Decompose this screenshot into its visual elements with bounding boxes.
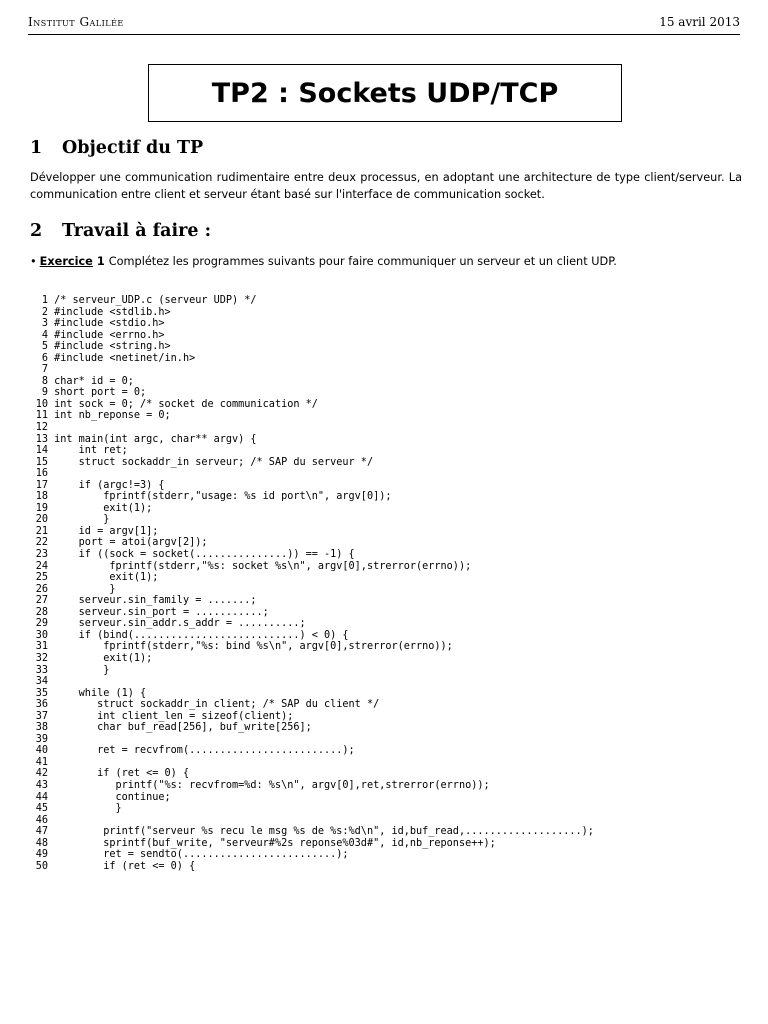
line-number: 13 bbox=[35, 433, 48, 445]
code-line bbox=[32, 768, 594, 780]
code-line bbox=[32, 422, 594, 434]
header-institution: Institut Galilée bbox=[28, 15, 124, 29]
code-text: } bbox=[54, 514, 110, 526]
code-text: fprintf(stderr,"usage: %s id port\n", argv[0]); bbox=[54, 491, 392, 503]
line-number: 48 bbox=[35, 837, 48, 849]
code-text: int ret; bbox=[54, 445, 128, 457]
line-number: 2 bbox=[41, 306, 48, 318]
code-line bbox=[32, 849, 594, 861]
code-line bbox=[32, 399, 594, 411]
code-line bbox=[32, 676, 594, 688]
code-line bbox=[32, 480, 594, 492]
line-number: 39 bbox=[35, 733, 48, 745]
code-line bbox=[32, 341, 594, 353]
code-text: if (ret <= 0) { bbox=[54, 860, 196, 872]
code-line bbox=[32, 491, 594, 503]
section-heading-objectif bbox=[30, 138, 203, 158]
code-line bbox=[32, 376, 594, 388]
code-line bbox=[32, 815, 594, 827]
code-text: int main(int argc, char** argv) { bbox=[54, 433, 257, 445]
exercise-label: Exercice bbox=[39, 255, 93, 268]
line-number: 6 bbox=[41, 352, 48, 364]
code-text: /* serveur_UDP.c (serveur UDP) */ bbox=[54, 295, 257, 306]
line-number: 32 bbox=[35, 652, 48, 664]
code-text: ret = recvfrom(.........................); bbox=[54, 745, 355, 757]
section-number: 1 bbox=[30, 138, 43, 158]
line-number: 22 bbox=[35, 537, 48, 549]
code-line bbox=[32, 757, 594, 769]
code-line bbox=[32, 630, 594, 642]
code-line bbox=[32, 734, 594, 746]
line-number: 33 bbox=[35, 664, 48, 676]
code-text: struct sockaddr_in serveur; /* SAP du serveur */ bbox=[54, 456, 374, 468]
line-number: 42 bbox=[35, 768, 48, 780]
code-line bbox=[32, 468, 594, 480]
code-text: id = argv[1]; bbox=[54, 525, 159, 537]
section-title: Travail à faire : bbox=[62, 221, 212, 241]
code-line bbox=[32, 722, 594, 734]
line-number: 47 bbox=[35, 826, 48, 838]
code-text: char buf_read[256], buf_write[256]; bbox=[54, 722, 312, 734]
bullet: • bbox=[30, 255, 37, 268]
code-text: ret = sendto(.........................); bbox=[54, 849, 349, 861]
code-text: #include <stdio.h> bbox=[54, 318, 165, 330]
code-text: } bbox=[54, 803, 122, 815]
line-number: 10 bbox=[35, 398, 48, 410]
line-number: 31 bbox=[35, 641, 48, 653]
page-header bbox=[28, 14, 740, 35]
code-line bbox=[32, 526, 594, 538]
line-number: 4 bbox=[41, 329, 48, 341]
line-number: 17 bbox=[35, 479, 48, 491]
header-date: 15 avril 2013 bbox=[659, 15, 740, 29]
line-number: 34 bbox=[35, 676, 48, 688]
code-line bbox=[32, 745, 594, 757]
code-text: char* id = 0; bbox=[54, 375, 134, 387]
exercise-statement bbox=[30, 253, 742, 270]
line-number: 12 bbox=[35, 422, 48, 434]
code-line bbox=[32, 641, 594, 653]
code-line bbox=[32, 503, 594, 515]
page-title: TP2 : Sockets UDP/TCP bbox=[211, 77, 559, 109]
code-text: #include <string.h> bbox=[54, 341, 171, 353]
line-number: 5 bbox=[41, 341, 48, 353]
code-line bbox=[32, 445, 594, 457]
code-text: int nb_reponse = 0; bbox=[54, 410, 171, 422]
line-number: 21 bbox=[35, 525, 48, 537]
code-line bbox=[32, 457, 594, 469]
code-text: if ((sock = socket(...............)) == -1) { bbox=[54, 549, 355, 561]
line-number: 9 bbox=[41, 387, 48, 399]
line-number: 3 bbox=[41, 318, 48, 330]
code-text: exit(1); bbox=[54, 502, 153, 514]
code-text: if (bind(...........................) < 0) { bbox=[54, 629, 349, 641]
code-line bbox=[32, 434, 594, 446]
code-text: fprintf(stderr,"%s: bind %s\n", argv[0],strerror(errno)); bbox=[54, 641, 453, 653]
code-text: int sock = 0; /* socket de communication */ bbox=[54, 398, 318, 410]
line-number: 28 bbox=[35, 606, 48, 618]
exercise-text: Complétez les programmes suivants pour faire communiquer un serveur et un client UDP. bbox=[108, 255, 617, 268]
line-number: 23 bbox=[35, 549, 48, 561]
code-line bbox=[32, 711, 594, 723]
code-text: short port = 0; bbox=[54, 387, 147, 399]
code-line bbox=[32, 537, 594, 549]
code-text: serveur.sin_port = ...........; bbox=[54, 606, 269, 618]
code-text: serveur.sin_addr.s_addr = ..........; bbox=[54, 618, 306, 630]
code-line bbox=[32, 353, 594, 365]
line-number: 15 bbox=[35, 456, 48, 468]
line-number: 24 bbox=[35, 560, 48, 572]
code-text: int client_len = sizeof(client); bbox=[54, 710, 294, 722]
line-number: 29 bbox=[35, 618, 48, 630]
line-number: 14 bbox=[35, 445, 48, 457]
code-line bbox=[32, 618, 594, 630]
code-line bbox=[32, 387, 594, 399]
line-number: 44 bbox=[35, 791, 48, 803]
line-number: 30 bbox=[35, 629, 48, 641]
line-number: 43 bbox=[35, 779, 48, 791]
code-line bbox=[32, 364, 594, 376]
code-text: if (argc!=3) { bbox=[54, 479, 165, 491]
code-line bbox=[32, 826, 594, 838]
line-number: 27 bbox=[35, 595, 48, 607]
code-text: printf("serveur %s recu le msg %s de %s:%d\n", id,buf_read,...................); bbox=[54, 826, 594, 838]
line-number: 20 bbox=[35, 514, 48, 526]
code-text: sprintf(buf_write, "serveur#%2s reponse%03d#", id,nb_reponse++); bbox=[54, 837, 496, 849]
code-text: serveur.sin_family = .......; bbox=[54, 595, 257, 607]
section-heading-travail bbox=[30, 221, 211, 241]
line-number: 11 bbox=[35, 410, 48, 422]
code-line bbox=[32, 307, 594, 319]
line-number: 45 bbox=[35, 803, 48, 815]
code-line bbox=[32, 803, 594, 815]
code-text: exit(1); bbox=[54, 652, 153, 664]
section-number: 2 bbox=[30, 221, 43, 241]
line-number: 40 bbox=[35, 745, 48, 757]
line-number: 25 bbox=[35, 572, 48, 584]
code-text: exit(1); bbox=[54, 572, 159, 584]
code-line bbox=[32, 295, 594, 307]
line-number: 1 bbox=[41, 295, 48, 306]
line-number: 37 bbox=[35, 710, 48, 722]
code-text: continue; bbox=[54, 791, 171, 803]
line-number: 49 bbox=[35, 849, 48, 861]
title-box bbox=[148, 64, 622, 122]
code-line bbox=[32, 688, 594, 700]
code-text: printf("%s: recvfrom=%d: %s\n", argv[0],ret,strerror(errno)); bbox=[54, 779, 490, 791]
code-line bbox=[32, 318, 594, 330]
code-line bbox=[32, 549, 594, 561]
code-line bbox=[32, 607, 594, 619]
line-number: 50 bbox=[35, 860, 48, 872]
code-line bbox=[32, 410, 594, 422]
code-text: #include <netinet/in.h> bbox=[54, 352, 196, 364]
code-line bbox=[32, 861, 594, 873]
line-number: 16 bbox=[35, 468, 48, 480]
line-number: 8 bbox=[41, 375, 48, 387]
code-line bbox=[32, 595, 594, 607]
code-line bbox=[32, 572, 594, 584]
line-number: 36 bbox=[35, 699, 48, 711]
code-line bbox=[32, 653, 594, 665]
code-text: #include <stdlib.h> bbox=[54, 306, 171, 318]
code-line bbox=[32, 665, 594, 677]
code-text: fprintf(stderr,"%s: socket %s\n", argv[0],strerror(errno)); bbox=[54, 560, 472, 572]
code-line bbox=[32, 330, 594, 342]
code-text: #include <errno.h> bbox=[54, 329, 165, 341]
code-line bbox=[32, 584, 594, 596]
code-text: port = atoi(argv[2]); bbox=[54, 537, 208, 549]
line-number: 41 bbox=[35, 756, 48, 768]
line-number: 26 bbox=[35, 583, 48, 595]
line-number: 38 bbox=[35, 722, 48, 734]
code-text: struct sockaddr_in client; /* SAP du client */ bbox=[54, 699, 380, 711]
section-title: Objectif du TP bbox=[62, 138, 204, 158]
line-number: 7 bbox=[41, 364, 48, 376]
line-number: 18 bbox=[35, 491, 48, 503]
code-text: } bbox=[54, 583, 116, 595]
code-line bbox=[32, 780, 594, 792]
code-line bbox=[32, 838, 594, 850]
code-text: } bbox=[54, 664, 110, 676]
code-line bbox=[32, 561, 594, 573]
code-text: if (ret <= 0) { bbox=[54, 768, 190, 780]
line-number: 35 bbox=[35, 687, 48, 699]
line-number: 46 bbox=[35, 814, 48, 826]
objective-paragraph: Développer une communication rudimentaire entre deux processus, en adoptant une architecture de type client/serveur. La communication entre client et serveur étant basé sur l'interface de communication socket. bbox=[30, 171, 742, 201]
code-listing bbox=[32, 295, 594, 872]
code-line bbox=[32, 792, 594, 804]
code-line bbox=[32, 514, 594, 526]
code-text: while (1) { bbox=[54, 687, 147, 699]
line-number: 19 bbox=[35, 502, 48, 514]
exercise-number: 1 bbox=[96, 255, 105, 268]
code-line bbox=[32, 699, 594, 711]
